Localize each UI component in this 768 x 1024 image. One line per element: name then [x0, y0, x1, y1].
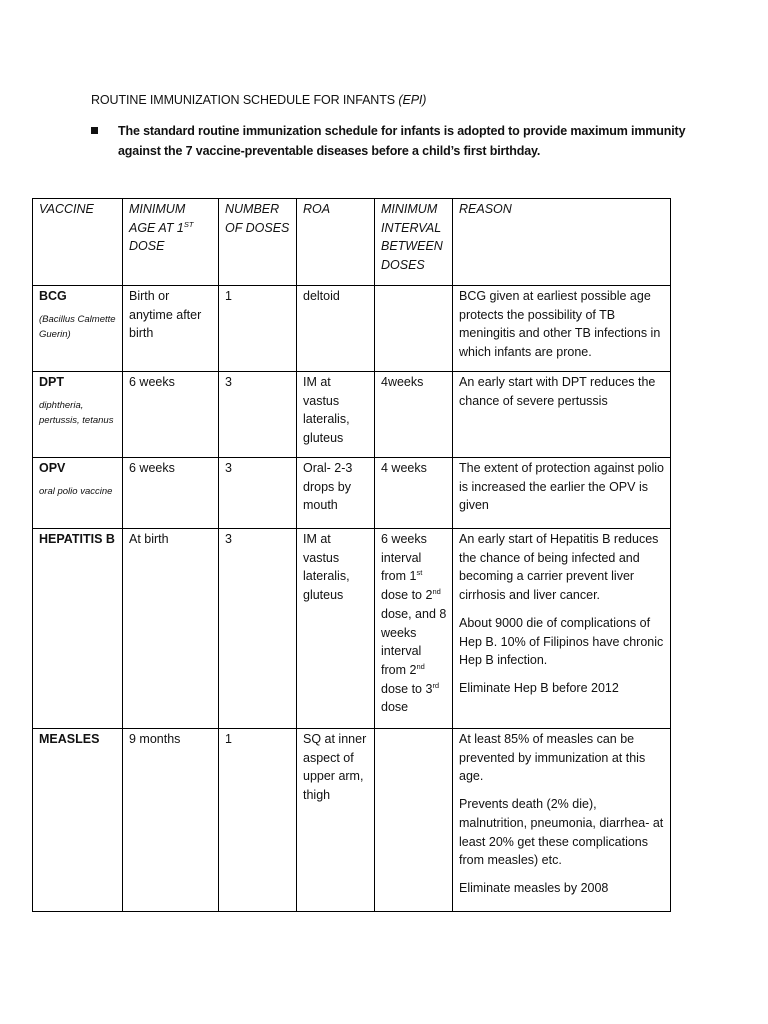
vaccine-name: DPT	[39, 375, 64, 389]
min-age-cell: 6 weeks	[123, 458, 219, 529]
reason-text: Eliminate Hep B before 2012	[459, 680, 619, 695]
interval-text-5: dose	[381, 700, 409, 715]
reason-cell	[453, 458, 671, 529]
interval-text-3: dose, and 8 weeks interval from 2	[381, 606, 447, 677]
min-age-cell: Birth or anytime after birth	[123, 286, 219, 372]
doses-cell: 1	[219, 729, 297, 912]
min-age-cell: 9 months	[123, 729, 219, 912]
intro-line-2: against the 7 vaccine-preventable diseases before a child’s first birthday.	[118, 144, 541, 158]
roa-cell: IM at vastus lateralis, gluteus	[297, 529, 375, 729]
doses-cell: 3	[219, 458, 297, 529]
roa-cell: IM at vastus lateralis, gluteus	[297, 372, 375, 458]
header-interval: MINIMUM INTERVAL BETWEEN DOSES	[375, 199, 453, 286]
vaccine-full-name: oral polio vaccine	[39, 485, 113, 497]
interval-sup-3: nd	[416, 661, 425, 671]
vaccine-cell	[33, 729, 123, 912]
interval-text-2: dose to 2	[381, 588, 433, 603]
vaccine-name: MEASLES	[39, 732, 100, 746]
header-min-age-text: MINIMUM AGE AT 1	[129, 202, 186, 235]
table-row	[33, 729, 671, 912]
interval-sup-1: st	[416, 568, 423, 578]
vaccine-full-name: (Bacillus Calmette Guerin)	[39, 313, 116, 341]
title-suffix: (EPI)	[398, 93, 427, 107]
roa-cell: SQ at inner aspect of upper arm, thigh	[297, 729, 375, 912]
interval-sup-4: rd	[432, 680, 440, 690]
reason-text: An early start of Hepatitis B reduces the chance of being infected and becoming a carrier prevent liver cirrhosis and liver cancer.	[459, 532, 659, 603]
interval-cell	[375, 529, 453, 729]
header-min-age-sup: ST	[183, 219, 194, 229]
interval-text-1: 6 weeks interval from 1	[381, 532, 427, 584]
reason-text: Prevents death (2% die), malnutrition, pneumonia, diarrhea- at least 20% get these complications from measles) etc.	[459, 797, 664, 868]
reason-text: About 9000 die of complications of Hep B. 10% of Filipinos have chronic Hep B infection.	[459, 615, 664, 668]
vaccine-name: BCG	[39, 289, 67, 303]
interval-cell: 4weeks	[375, 372, 453, 458]
interval-sup-2: nd	[432, 586, 441, 596]
reason-text: Eliminate measles by 2008	[459, 880, 609, 895]
interval-cell	[375, 286, 453, 372]
doses-cell: 3	[219, 529, 297, 729]
table-row	[33, 286, 671, 372]
interval-cell	[375, 729, 453, 912]
table-row	[33, 529, 671, 729]
reason-cell	[453, 286, 671, 372]
header-min-age	[123, 199, 219, 286]
doses-cell: 3	[219, 372, 297, 458]
interval-text-4: dose to 3	[381, 681, 433, 696]
roa-cell: Oral- 2-3 drops by mouth	[297, 458, 375, 529]
vaccine-name: OPV	[39, 461, 66, 475]
vaccine-cell	[33, 529, 123, 729]
square-bullet-icon	[91, 127, 98, 134]
header-reason: REASON	[453, 199, 671, 286]
doses-cell: 1	[219, 286, 297, 372]
reason-cell	[453, 729, 671, 912]
intro-line-1: The standard routine immunization schedule for infants is adopted to provide maximum immunity	[118, 124, 686, 138]
header-min-age-dose: DOSE	[129, 239, 165, 254]
vaccine-cell	[33, 372, 123, 458]
page-title	[91, 93, 426, 107]
reason-text: The extent of protection against polio is increased the earlier the OPV is given	[459, 461, 664, 513]
min-age-cell: 6 weeks	[123, 372, 219, 458]
table-row	[33, 372, 671, 458]
vaccine-name: HEPATITIS B	[39, 532, 115, 546]
reason-text: At least 85% of measles can be prevented by immunization at this age.	[459, 732, 646, 784]
interval-cell: 4 weeks	[375, 458, 453, 529]
table-row	[33, 458, 671, 529]
vaccine-cell	[33, 458, 123, 529]
vaccine-full-name: diphtheria, pertussis, tetanus	[39, 399, 114, 427]
reason-cell	[453, 529, 671, 729]
roa-cell: deltoid	[297, 286, 375, 372]
header-vaccine: VACCINE	[33, 199, 123, 286]
reason-cell	[453, 372, 671, 458]
immunization-table	[32, 198, 671, 912]
vaccine-cell	[33, 286, 123, 372]
reason-text: BCG given at earliest possible age protects the possibility of TB meningitis and other TB infections in which infants are prone.	[459, 289, 661, 360]
header-doses: NUMBER OF DOSES	[219, 199, 297, 286]
reason-text: An early start with DPT reduces the chance of severe pertussis	[459, 375, 656, 408]
title-main: ROUTINE IMMUNIZATION SCHEDULE FOR INFANTS	[91, 93, 396, 107]
header-roa: ROA	[297, 199, 375, 286]
table-header-row	[33, 199, 671, 286]
intro-text	[118, 121, 708, 161]
min-age-cell: At birth	[123, 529, 219, 729]
